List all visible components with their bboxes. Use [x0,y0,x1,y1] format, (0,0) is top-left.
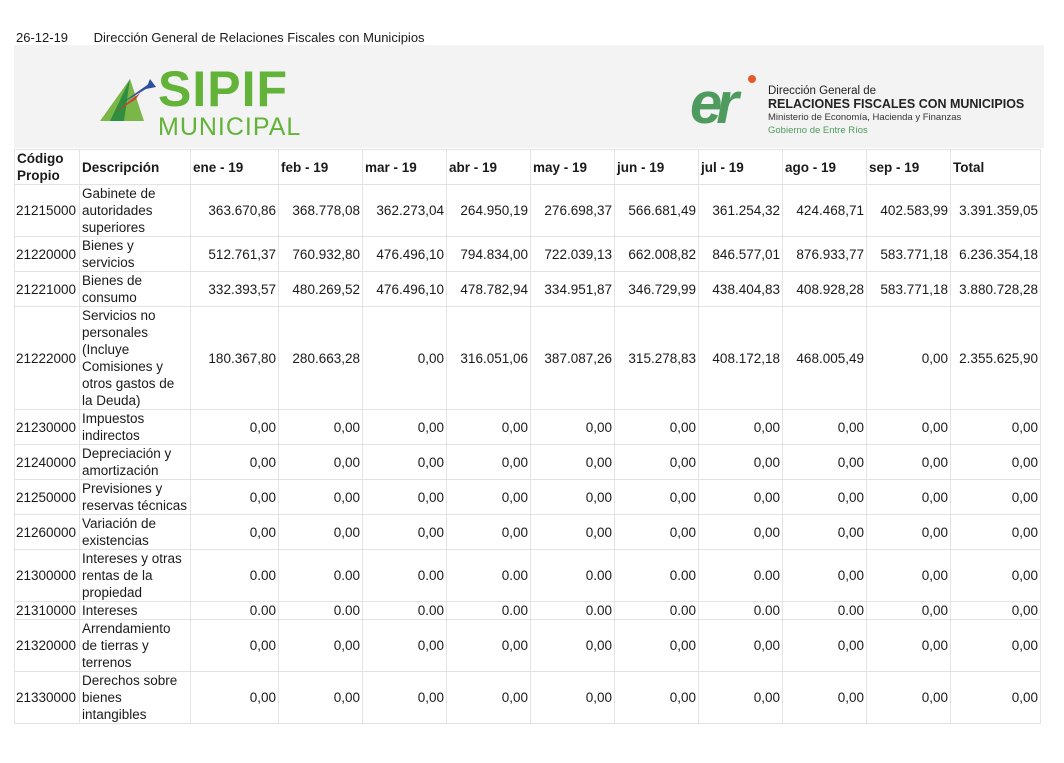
row-description: Depreciación y amortización [80,445,191,480]
row-description: Intereses [80,602,191,620]
row-month-cell: 0,00 [447,410,531,445]
table-row [15,272,1041,307]
table-row [15,602,1041,620]
column-header: may - 19 [531,150,615,185]
dgrf-line-2: RELACIONES FISCALES CON MUNICIPIOS [768,97,1025,111]
row-month-cell: 468.005,49 [783,307,867,410]
row-code: 21330000 [15,672,80,724]
row-month-cell: 424.468,71 [783,185,867,237]
row-month-cell: 363.670,86 [191,185,279,237]
er-logo-mark: er [690,71,733,136]
row-month-cell: 0,00 [867,445,951,480]
row-month-cell: 512.761,37 [191,237,279,272]
row-month-cell: 0,00 [363,515,447,550]
row-month-cell: 0,00 [191,410,279,445]
dgrf-line-3: Ministerio de Economía, Hacienda y Finanzas [768,112,962,123]
row-month-cell: 480.269,52 [279,272,363,307]
row-month-cell: 368.778,08 [279,185,363,237]
row-month-cell: 0,00 [279,410,363,445]
row-month-cell: 566.681,49 [615,185,699,237]
row-month-cell: 0,00 [531,445,615,480]
row-month-cell: 276.698,37 [531,185,615,237]
row-month-cell: 0,00 [191,515,279,550]
row-month-cell: 402.583,99 [867,185,951,237]
row-month-cell: 0,00 [447,672,531,724]
report-table [14,149,1041,724]
row-month-cell: 794.834,00 [447,237,531,272]
row-month-cell: 0,00 [191,620,279,672]
row-month-cell: 0,00 [363,672,447,724]
row-month-cell: 476.496,10 [363,237,447,272]
row-total-cell: 0,00 [951,410,1041,445]
row-code: 21310000 [15,602,80,620]
row-code: 21220000 [15,237,80,272]
row-month-cell: 0.00 [531,602,615,620]
row-month-cell: 0,00 [447,515,531,550]
row-month-cell: 316.051,06 [447,307,531,410]
row-code: 21230000 [15,410,80,445]
row-month-cell: 0,00 [699,515,783,550]
row-month-cell: 0,00 [363,480,447,515]
row-total-cell: 3.880.728,28 [951,272,1041,307]
row-month-cell: 0.00 [615,550,699,602]
table-row [15,445,1041,480]
row-month-cell: 0,00 [615,620,699,672]
row-month-cell: 315.278,83 [615,307,699,410]
row-month-cell: 0,00 [531,410,615,445]
row-month-cell: 0,00 [615,480,699,515]
row-description: Derechos sobre bienes intangibles [80,672,191,724]
row-month-cell: 760.932,80 [279,237,363,272]
row-total-cell: 0,00 [951,672,1041,724]
row-month-cell: 362.273,04 [363,185,447,237]
row-code: 21222000 [15,307,80,410]
row-month-cell: 0.00 [699,550,783,602]
row-month-cell: 0,00 [363,307,447,410]
row-description: Servicios no personales (Incluye Comisiones y otros gastos de la Deuda) [80,307,191,410]
row-month-cell: 346.729,99 [615,272,699,307]
row-month-cell: 0,00 [363,445,447,480]
row-month-cell: 0,00 [531,620,615,672]
row-month-cell: 0,00 [615,445,699,480]
row-month-cell: 0.00 [191,550,279,602]
row-month-cell: 0,00 [783,480,867,515]
table-row [15,307,1041,410]
table-header-row [15,150,1041,185]
table-row [15,620,1041,672]
row-month-cell: 478.782,94 [447,272,531,307]
report-date: 26-12-19 [16,30,69,45]
row-month-cell: 0,00 [867,307,951,410]
row-month-cell: 334.951,87 [531,272,615,307]
row-month-cell: 583.771,18 [867,237,951,272]
sipif-arrow-icon [100,73,162,135]
page-header [16,30,425,45]
row-month-cell: 408.928,28 [783,272,867,307]
row-code: 21250000 [15,480,80,515]
sipif-logo [100,61,320,147]
row-month-cell: 0,00 [699,410,783,445]
row-month-cell: 0,00 [531,672,615,724]
row-description: Bienes de consumo [80,272,191,307]
row-total-cell: 3.391.359,05 [951,185,1041,237]
row-month-cell: 0,00 [363,410,447,445]
row-description: Intereses y otras rentas de la propiedad [80,550,191,602]
row-month-cell: 0,00 [867,602,951,620]
row-month-cell: 0,00 [783,515,867,550]
table-row [15,185,1041,237]
row-month-cell: 0,00 [867,410,951,445]
row-month-cell: 0,00 [699,480,783,515]
row-total-cell: 0,00 [951,602,1041,620]
row-month-cell: 0.00 [447,602,531,620]
row-month-cell: 0,00 [531,515,615,550]
row-description: Gabinete de autoridades superiores [80,185,191,237]
row-month-cell: 0,00 [615,410,699,445]
report-title: Dirección General de Relaciones Fiscales con Municipios [93,30,425,45]
row-month-cell: 0.00 [191,602,279,620]
row-month-cell: 0.00 [363,602,447,620]
column-header: abr - 19 [447,150,531,185]
column-header: sep - 19 [867,150,951,185]
table-row [15,410,1041,445]
row-month-cell: 0,00 [699,445,783,480]
row-month-cell: 583.771,18 [867,272,951,307]
row-total-cell: 0,00 [951,620,1041,672]
row-month-cell: 0,00 [279,620,363,672]
column-header: jul - 19 [699,150,783,185]
row-month-cell: 0,00 [783,410,867,445]
row-month-cell: 0,00 [531,480,615,515]
row-code: 21320000 [15,620,80,672]
row-code: 21300000 [15,550,80,602]
row-description: Impuestos indirectos [80,410,191,445]
row-month-cell: 0,00 [783,620,867,672]
table-row [15,550,1041,602]
row-month-cell: 0.00 [699,602,783,620]
row-total-cell: 2.355.625,90 [951,307,1041,410]
row-month-cell: 0,00 [615,515,699,550]
column-header: mar - 19 [363,150,447,185]
row-month-cell: 0,00 [699,672,783,724]
row-month-cell: 0,00 [867,515,951,550]
row-code: 21215000 [15,185,80,237]
row-description: Arrendamiento de tierras y terrenos [80,620,191,672]
row-month-cell: 438.404,83 [699,272,783,307]
row-month-cell: 332.393,57 [191,272,279,307]
row-month-cell: 722.039,13 [531,237,615,272]
row-month-cell: 0,00 [867,672,951,724]
table-row [15,480,1041,515]
dgrf-logo [690,73,1030,143]
row-code: 21221000 [15,272,80,307]
row-description: Variación de existencias [80,515,191,550]
row-month-cell: 662.008,82 [615,237,699,272]
row-month-cell: 0,00 [447,445,531,480]
row-month-cell: 0,00 [279,515,363,550]
row-month-cell: 0.00 [615,602,699,620]
row-month-cell: 876.933,77 [783,237,867,272]
row-description: Previsiones y reservas técnicas [80,480,191,515]
column-header: Código Propio [15,150,80,185]
row-month-cell: 846.577,01 [699,237,783,272]
row-month-cell: 280.663,28 [279,307,363,410]
row-total-cell: 0,00 [951,550,1041,602]
row-month-cell: 0.00 [783,602,867,620]
er-logo-dot-icon [748,75,756,83]
table-row [15,237,1041,272]
table-row [15,672,1041,724]
row-month-cell: 0,00 [191,445,279,480]
row-month-cell: 0,00 [279,672,363,724]
table-body [15,185,1041,724]
row-month-cell: 0,00 [279,445,363,480]
column-header: jun - 19 [615,150,699,185]
row-month-cell: 0,00 [615,672,699,724]
row-total-cell: 6.236.354,18 [951,237,1041,272]
column-header: Total [951,150,1041,185]
dgrf-logo-text [768,85,1024,137]
row-month-cell: 0,00 [783,672,867,724]
dgrf-line-4: Gobierno de Entre Ríos [768,125,868,136]
row-month-cell: 0.00 [531,550,615,602]
row-month-cell: 0,00 [699,620,783,672]
row-month-cell: 387.087,26 [531,307,615,410]
row-month-cell: 0,00 [783,550,867,602]
column-header: ene - 19 [191,150,279,185]
dgrf-line-1: Dirección General de [768,85,877,97]
column-header: ago - 19 [783,150,867,185]
column-header: feb - 19 [279,150,363,185]
row-code: 21260000 [15,515,80,550]
row-month-cell: 0,00 [363,620,447,672]
row-month-cell: 361.254,32 [699,185,783,237]
row-month-cell: 180.367,80 [191,307,279,410]
row-month-cell: 0,00 [191,672,279,724]
row-total-cell: 0,00 [951,480,1041,515]
row-month-cell: 408.172,18 [699,307,783,410]
row-month-cell: 0.00 [447,550,531,602]
table-row [15,515,1041,550]
sipif-logo-subtitle: MUNICIPAL [158,113,302,141]
row-month-cell: 0,00 [867,620,951,672]
row-month-cell: 0,00 [447,620,531,672]
row-month-cell: 0,00 [783,445,867,480]
row-month-cell: 0.00 [279,602,363,620]
sipif-logo-title: SIPIF [158,61,289,117]
row-description: Bienes y servicios [80,237,191,272]
column-header: Descripción [80,150,191,185]
header-banner [14,45,1044,148]
row-month-cell: 476.496,10 [363,272,447,307]
row-month-cell: 0,00 [279,480,363,515]
row-month-cell: 0.00 [279,550,363,602]
row-total-cell: 0,00 [951,445,1041,480]
row-month-cell: 0,00 [447,480,531,515]
row-month-cell: 264.950,19 [447,185,531,237]
row-month-cell: 0,00 [191,480,279,515]
row-total-cell: 0,00 [951,515,1041,550]
row-code: 21240000 [15,445,80,480]
row-month-cell: 0.00 [363,550,447,602]
row-month-cell: 0,00 [867,480,951,515]
row-month-cell: 0,00 [867,550,951,602]
